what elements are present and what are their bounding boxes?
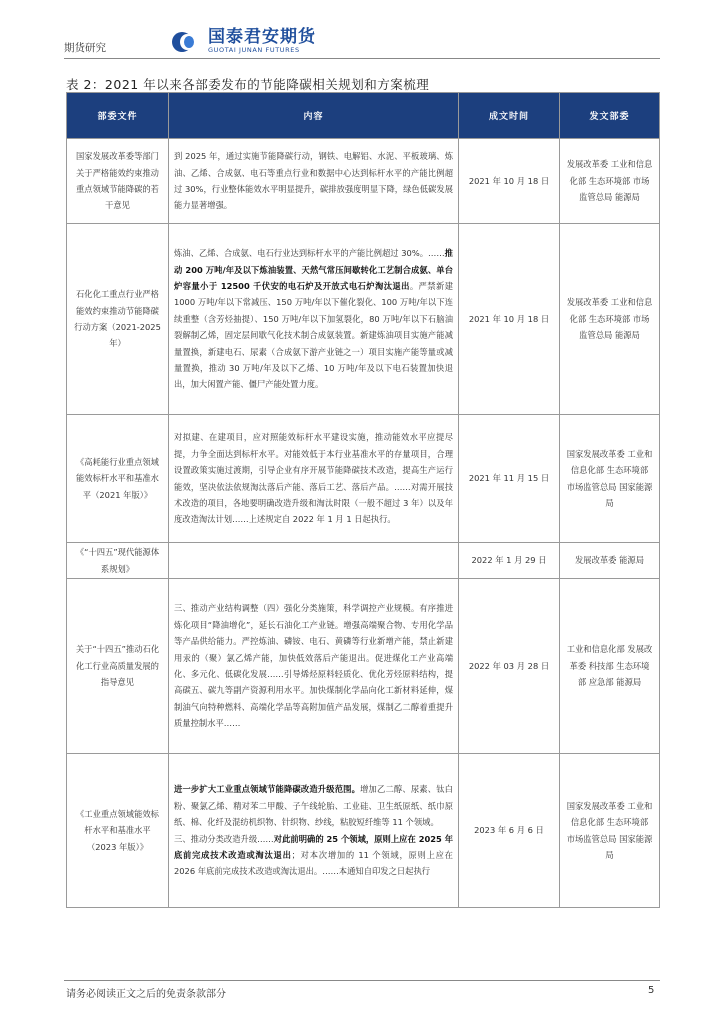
dept-cell: 工业和信息化部 发展改革委 科技部 生态环境部 应急部 能源局 [560, 579, 660, 754]
date-cell: 2022 年 1 月 29 日 [459, 543, 560, 579]
doc-cell: 《高耗能行业重点领域能效标杆水平和基准水平（2021 年版）》 [67, 415, 169, 543]
page-header [64, 24, 660, 58]
company-logo [172, 28, 316, 54]
doc-cell: 关于“十四五”推动石化化工行业高质量发展的指导意见 [67, 579, 169, 754]
disclaimer-note: 请务必阅读正文之后的免责条款部分 [66, 989, 226, 1000]
logo-cn-text: 国泰君安期货 [208, 27, 316, 47]
content-emphasis: 对此前明确的 25 个领域，原则上应在 2025 年底前完成技术改造或淘汰退出 [174, 833, 453, 860]
table-row [67, 579, 660, 754]
header-divider [64, 58, 660, 59]
content-cell [169, 754, 459, 908]
date-cell: 2023 年 6 月 6 日 [459, 754, 560, 908]
dept-cell: 发展改革委 工业和信息化部 生态环境部 市场监管总局 能源局 [560, 139, 660, 224]
content-emphasis: 进一步扩大工业重点领域节能降碳改造升级范围。 [174, 784, 361, 795]
table-header-row [67, 93, 660, 139]
table-row [67, 224, 660, 415]
page-number: 5 [648, 985, 655, 996]
content-text: 炼油、乙烯、合成氨、电石行业达到标杆水平的产能比例超过 30%。…… [174, 248, 445, 259]
table-row [67, 543, 660, 579]
doc-cell: 石化化工重点行业严格能效约束推动节能降碳行动方案（2021-2025 年） [67, 224, 169, 415]
content-text: 增加乙二醇、尿素、钛白粉、聚氯乙烯、精对苯二甲酸、子午线轮胎、工业硅、卫生纸原纸、纸巾原纸、棉、化纤及混纺机织物、针织物、纱线，粘胶短纤维等 11 个领域。 [174, 784, 453, 828]
column-header-dept: 发文部委 [560, 93, 660, 139]
column-header-content: 内容 [169, 93, 459, 139]
logo-mark-icon [172, 30, 202, 52]
dept-cell: 国家发展改革委 工业和信息化部 生态环境部 市场监管总局 国家能源局 [560, 415, 660, 543]
doc-cell: 《“十四五”现代能源体系规划》 [67, 543, 169, 579]
content-text: 到 2025 年，通过实施节能降碳行动，钢铁、电解铝、水泥、平板玻璃、炼油、乙烯、合成氨、电石等重点行业和数据中心达到标杆水平的产能比例超过 30%，行业整体能效水平明显提升，碳排放强度明显下降，绿色低碳发展能力显著增强。 [174, 151, 453, 211]
doc-cell: 《工业重点领域能效标杆水平和基准水平（2023 年版）》 [67, 754, 169, 908]
dept-cell: 发展改革委 工业和信息化部 生态环境部 市场监管总局 能源局 [560, 224, 660, 415]
content-cell [169, 415, 459, 543]
logo-en-text: GUOTAI JUNAN FUTURES [208, 46, 300, 54]
table-title: 表 2：2021 年以来各部委发布的节能降碳相关规划和方案梳理 [66, 77, 430, 92]
content-text: 对拟建、在建项目，应对照能效标杆水平建设实施，推动能效水平应提尽提，力争全面达到标杆水平。对能效低于本行业基准水平的存量项目，合理设置政策实施过渡期，引导企业有序开展节能降碳技术改造，提高生产运行能效，坚决依法依规淘汰落后产能、落后工艺、落后产品。……对需开展技术改造的项目，各地要明确改造升级和淘汰时限（一般不超过 3 年）以及年度改造淘汰计划……上述规定自 2022 年 1 月 1 日起执行。 [174, 432, 453, 525]
content-text: ；对本次增加的 11 个领域，原则上应在 2026 年底前完成技术改造或淘汰退出。……本通知自印发之日起执行 [174, 849, 453, 877]
content-cell [169, 224, 459, 415]
dept-cell: 国家发展改革委 工业和信息化部 生态环境部 市场监管总局 国家能源局 [560, 754, 660, 908]
content-text: 。严禁新建 1000 万吨/年以下常减压、150 万吨/年以下催化裂化、100 万吨/年以下连续重整（含芳烃抽提）、150 万吨/年以下加氢裂化，80 万吨/年以下石脑油裂解制乙烯，固定层间歇气化技术制合成氨装置。新建炼油项目实施产能减量置换，新建电石、尿素（合成氨下游产业链之一）项目实施产能等量或减量置换，推动 30 万吨/年及以下乙烯、10 万吨/年及以下电石装置加快退出，加大闲置产能、僵尸产能处置力度。 [174, 280, 453, 390]
column-header-date: 成文时间 [459, 93, 560, 139]
table-row [67, 754, 660, 908]
content-cell [169, 579, 459, 754]
footer-divider [64, 980, 660, 981]
table-row [67, 415, 660, 543]
doc-cell: 国家发展改革委等部门关于严格能效约束推动重点领域节能降碳的若干意见 [67, 139, 169, 224]
content-emphasis: 推动 200 万吨/年及以下炼油装置、天然气常压间歇转化工艺制合成氨、单台炉容量小于 12500 千伏安的电石炉及开放式电石炉淘汰退出 [174, 248, 453, 291]
date-cell: 2021 年 11 月 15 日 [459, 415, 560, 543]
date-cell: 2022 年 03 月 28 日 [459, 579, 560, 754]
content-text: 三、推动分类改造升级…… [174, 833, 274, 844]
content-cell [169, 543, 459, 579]
policy-table [66, 92, 660, 908]
date-cell: 2021 年 10 月 18 日 [459, 139, 560, 224]
content-cell [169, 139, 459, 224]
column-header-doc: 部委文件 [67, 93, 169, 139]
content-text: 三、推动产业结构调整（四）强化分类施策，科学调控产业规模。有序推进炼化项目“降油增化”，延长石油化工产业链。增强高端聚合物、专用化学品等产品供给能力。严控炼油、磷铵、电石、黄磷等行业新增产能，禁止新建用汞的（聚）氯乙烯产能，加快低效落后产能退出。促进煤化工产业高端化、多元化、低碳化发展……引导烯烃原料轻质化、优化芳烃原料结构，提高碳五、碳九等副产资源利用水平。加快煤制化学品向化工新材料延伸，煤制油气向特种燃料、高端化学品等高附加值产品发展，煤制乙二醇着重提升质量控制水平…… [174, 603, 453, 729]
section-label: 期货研究 [64, 42, 106, 54]
date-cell: 2021 年 10 月 18 日 [459, 224, 560, 415]
table-row [67, 139, 660, 224]
dept-cell: 发展改革委 能源局 [560, 543, 660, 579]
